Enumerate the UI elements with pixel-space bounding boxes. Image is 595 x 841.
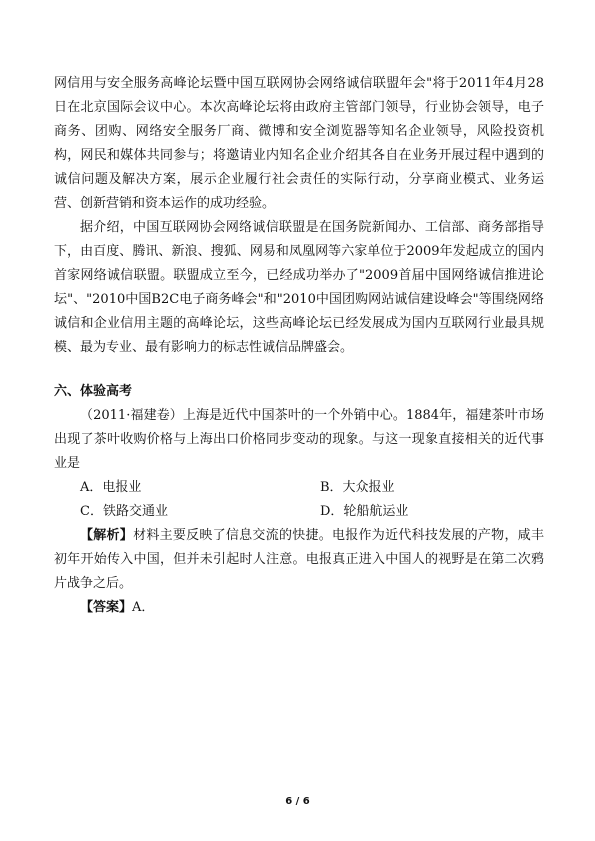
answer-options [54,476,544,524]
paragraph-forum-intro: 网信用与安全服务高峰论坛暨中国互联网协会网络诚信联盟年会"将于2011年4月28日在北京国际会议中心。本次高峰论坛将由政府主管部门领导，行业协会领导，电子商务、团购、网络安全服务厂商、微博和安全浏览器等知名企业领导，风险投资机构，网民和媒体共同参与；将邀请业内知名企业介绍其各自在业务开展过程中遇到的诚信问题及解决方案，展示企业履行社会责任的实际行动，分享商业模式、业务运营、创新营销和资本运作的成功经验。 [54,76,544,211]
analysis-text: 材料主要反映了信息交流的快捷。电报作为近代科技发展的产物，咸丰初年开始传入中国，但并未引起时人注意。电报真正进入中国人的视野是在第二次鸦片战争之后。 [54,528,544,591]
option-c: C．铁路交通业 [80,504,168,519]
exam-question: （2011·福建卷）上海是近代中国茶叶的一个外销中心。1884年，福建茶叶市场出现了茶叶收购价格与上海出口价格同步变动的现象。与这一现象直接相关的近代事业是 [54,408,544,471]
option-a: A．电报业 [80,480,142,495]
option-b: B．大众报业 [320,480,395,495]
section-heading: 六、体验高考 [54,384,133,399]
answer [54,596,544,620]
analysis [54,524,544,596]
page-number: 6 / 6 [285,796,310,807]
document-body [54,72,544,620]
answer-label: 【答案】 [80,600,133,615]
paragraph-alliance-intro: 据介绍，中国互联网协会网络诚信联盟是在国务院新闻办、工信部、商务部指导下，由百度、腾讯、新浪、搜狐、网易和凤凰网等六家单位于2009年发起成立的国内首家网络诚信联盟。联盟成立至今，已经成功举办了"2009首届中国网络诚信推进论坛"、"2010中国B2C电子商务峰会"和"2010中国团购网站诚信建设峰会"等围绕网络诚信和企业信用主题的高峰论坛，这些高峰论坛已经发展成为国内互联网行业最具规模、最为专业、最有影响力的标志性诚信品牌盛会。 [54,220,544,355]
option-d: D．轮船航运业 [320,504,409,519]
answer-text: A． [132,600,155,615]
analysis-label: 【解析】 [80,528,134,543]
